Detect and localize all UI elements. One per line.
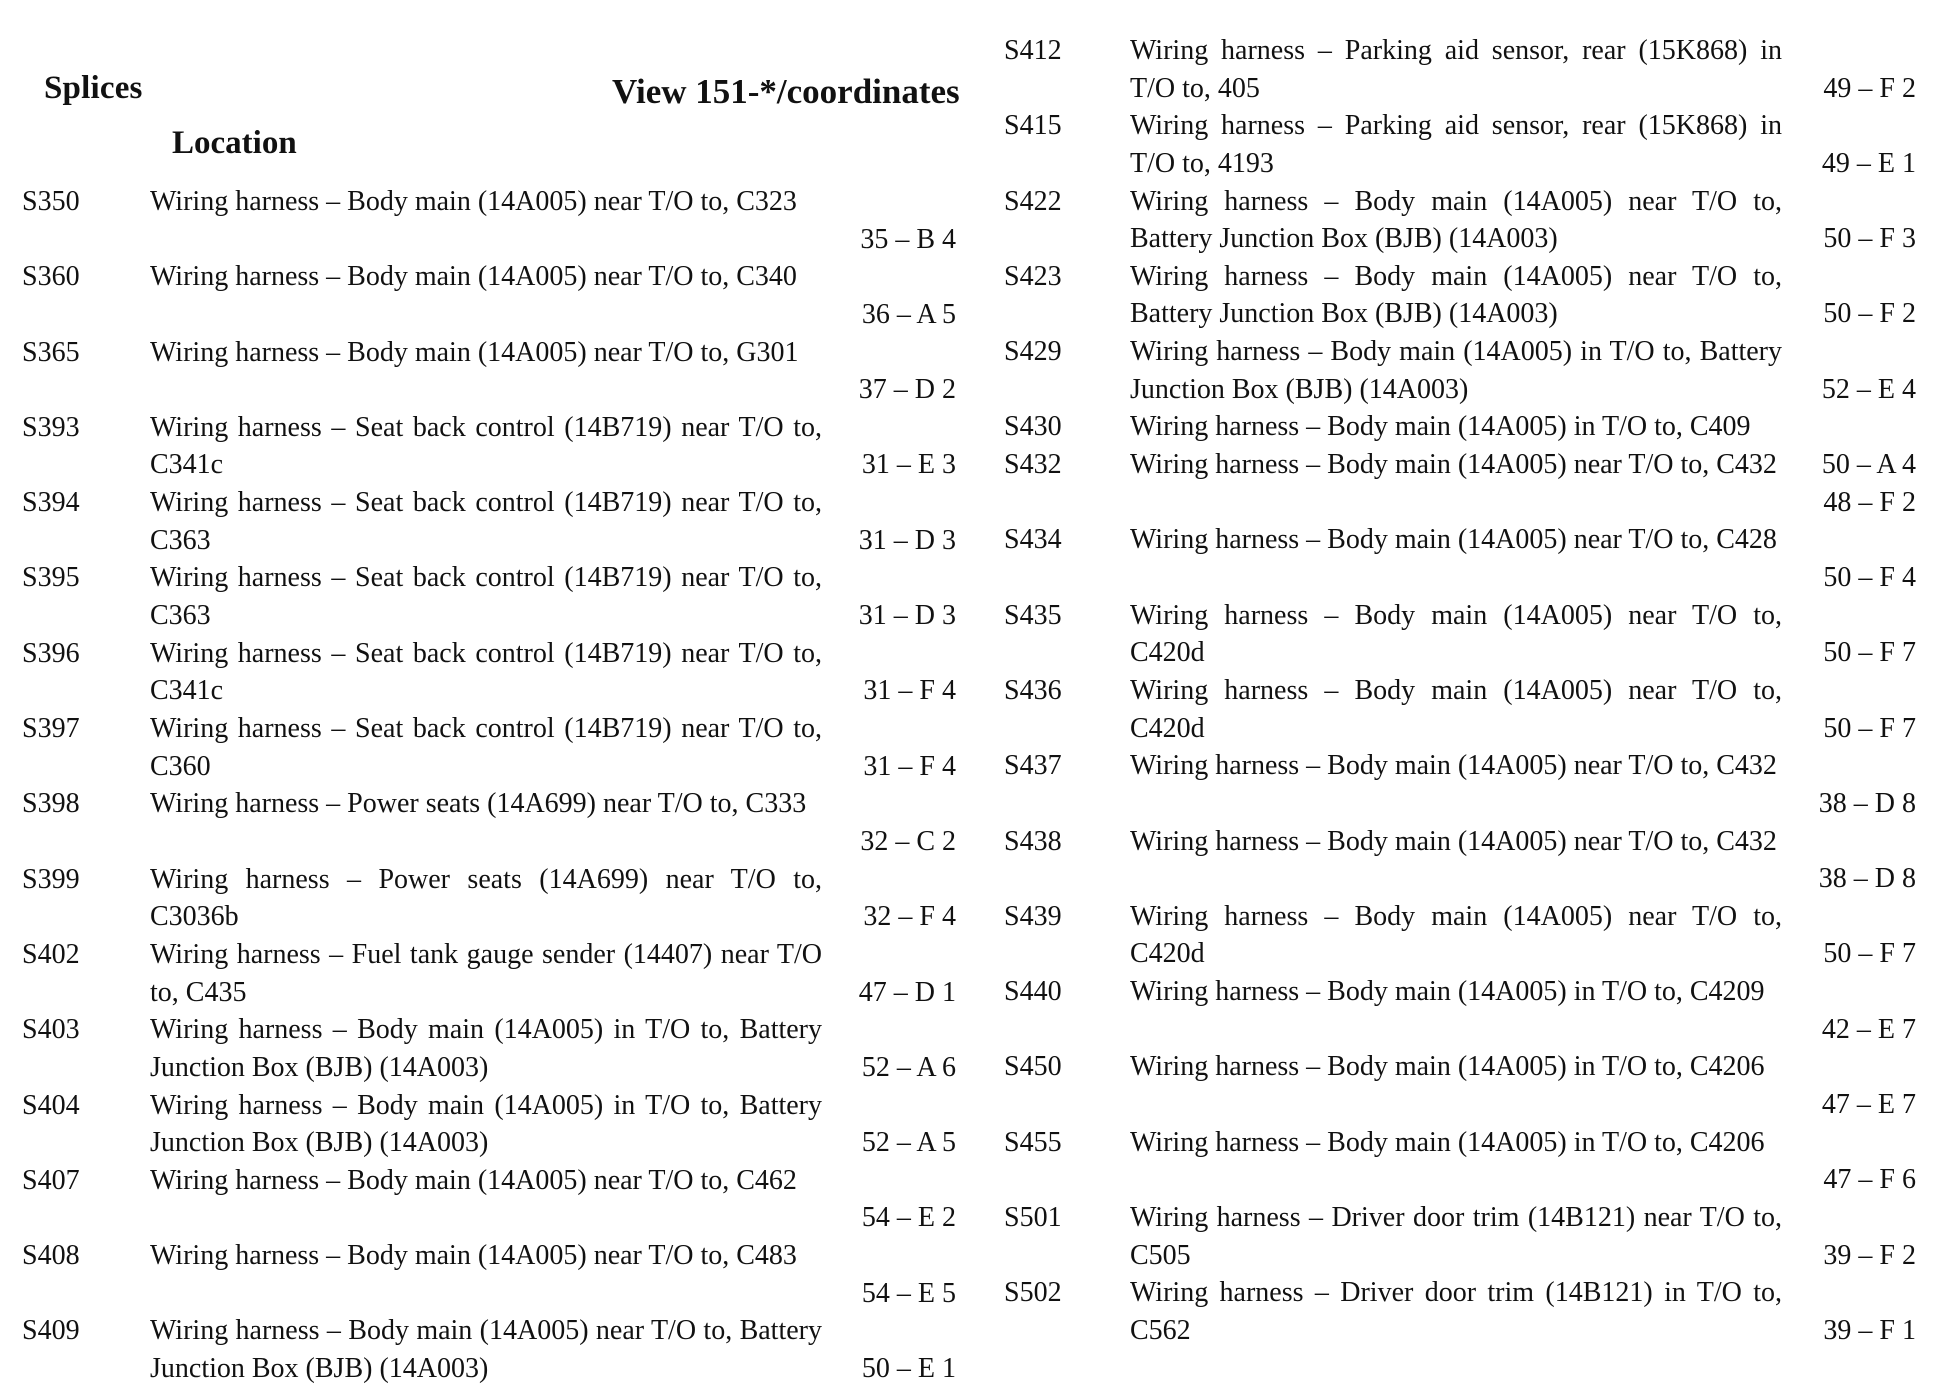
- splice-row: [22, 635, 972, 710]
- splice-row: [22, 710, 972, 785]
- location-heading: Location: [172, 125, 297, 161]
- splice-code: S502: [1004, 1277, 1062, 1309]
- splice-code: S404: [22, 1089, 80, 1121]
- splice-code: S415: [1004, 110, 1062, 142]
- splice-code: S395: [22, 562, 80, 594]
- splice-location: Wiring harness – Body main (14A005) in T/O to, C409: [1130, 411, 1751, 443]
- splice-row: [1004, 1048, 1916, 1123]
- splice-row: [22, 1162, 972, 1237]
- splice-location: Wiring harness – Body main (14A005) in T/O to, C4209: [1130, 976, 1765, 1008]
- splice-location: Wiring harness – Body main (14A005) near T/O to, C432: [1130, 825, 1777, 857]
- splice-coordinates: 50 – F 2: [1823, 298, 1916, 330]
- splice-coordinates: 31 – E 3: [861, 449, 956, 481]
- splice-location: Wiring harness – Body main (14A005) near T/O to, C420d: [1130, 674, 1782, 744]
- splice-coordinates: 35 – B 4: [860, 223, 956, 255]
- right-splice-list: [1004, 32, 1916, 1350]
- splice-location: Wiring harness – Body main (14A005) in T/O to, Battery Junction Box (BJB) (14A003): [150, 1089, 822, 1159]
- splice-coordinates: 47 – E 7: [1821, 1089, 1916, 1121]
- splice-coordinates: 47 – D 1: [858, 976, 956, 1008]
- splice-coordinates: 31 – D 3: [858, 600, 956, 632]
- splice-row: [22, 409, 972, 484]
- splice-location: Wiring harness – Body main (14A005) near T/O to, Battery Junction Box (BJB) (14A003): [150, 1315, 822, 1385]
- splice-code: S412: [1004, 35, 1062, 66]
- splice-location: Wiring harness – Driver door trim (14B121) near T/O to, C505: [1130, 1202, 1782, 1271]
- splice-code: S365: [22, 336, 80, 368]
- splice-code: S407: [22, 1164, 80, 1196]
- splice-row: [22, 1011, 972, 1086]
- splice-location: Wiring harness – Driver door trim (14B121) in T/O to, C562: [1130, 1277, 1782, 1346]
- splice-code: S422: [1004, 185, 1062, 217]
- splice-row: [1004, 898, 1916, 973]
- splice-location: Wiring harness – Body main (14A005) near T/O to, C432: [1130, 750, 1777, 782]
- splice-row: [1004, 107, 1916, 182]
- splice-location: Wiring harness – Body main (14A005) in T/O to, C4206: [1130, 1051, 1765, 1083]
- splice-coordinates: 38 – D 8: [1818, 863, 1916, 895]
- splice-coordinates: 50 – F 7: [1823, 938, 1916, 970]
- splice-location: Wiring harness – Fuel tank gauge sender (14407) near T/O to, C435: [150, 938, 822, 1008]
- splice-row: [1004, 183, 1916, 258]
- splice-code: S397: [22, 713, 80, 745]
- splice-coordinates: 39 – F 1: [1823, 1314, 1916, 1346]
- splice-location: Wiring harness – Body main (14A005) near T/O to, C340: [150, 261, 797, 293]
- splice-coordinates: 50 – F 7: [1823, 712, 1916, 744]
- splice-location: Wiring harness – Seat back control (14B719) near T/O to, C363: [150, 487, 822, 556]
- splice-location: Wiring harness – Body main (14A005) in T/O to, C4206: [1130, 1126, 1765, 1158]
- splice-code: S501: [1004, 1202, 1062, 1234]
- splice-coordinates: 50 – F 4: [1823, 561, 1916, 593]
- splice-coordinates: 32 – F 4: [863, 901, 956, 933]
- splice-row: [1004, 333, 1916, 408]
- splice-coordinates: 50 – E 1: [861, 1353, 956, 1385]
- splice-coordinates: 42 – E 7: [1821, 1013, 1916, 1045]
- splice-row: [1004, 446, 1916, 521]
- view-coordinates-heading: View 151-*/coordinates: [612, 72, 960, 111]
- splice-row: [1004, 32, 1916, 107]
- splice-location: Wiring harness – Body main (14A005) near T/O to, C420d: [1130, 900, 1782, 970]
- splice-location: Wiring harness – Body main (14A005) near T/O to, C420d: [1130, 599, 1782, 669]
- splice-coordinates: 32 – C 2: [860, 825, 956, 857]
- splice-coordinates: 31 – D 3: [858, 524, 956, 556]
- splice-code: S396: [22, 637, 80, 669]
- splice-row: [22, 1087, 972, 1162]
- splice-code: S393: [22, 411, 80, 443]
- splice-code: S455: [1004, 1126, 1062, 1158]
- splice-code: S429: [1004, 336, 1062, 368]
- splice-location: Wiring harness – Seat back control (14B719) near T/O to, C360: [150, 713, 822, 782]
- splice-row: [1004, 1274, 1916, 1349]
- splice-row: [1004, 973, 1916, 1048]
- splice-location: Wiring harness – Seat back control (14B719) near T/O to, C341c: [150, 411, 822, 481]
- splice-location: Wiring harness – Body main (14A005) near T/O to, Battery Junction Box (BJB) (14A003): [1130, 260, 1782, 330]
- splice-row: [22, 484, 972, 559]
- splice-row: [22, 936, 972, 1011]
- splice-coordinates: 39 – F 2: [1823, 1239, 1916, 1271]
- splice-coordinates: 31 – F 4: [863, 675, 956, 707]
- splice-code: S360: [22, 261, 80, 293]
- splice-coordinates: 49 – F 2: [1823, 72, 1916, 104]
- splice-code: S430: [1004, 411, 1062, 443]
- splice-row: [1004, 672, 1916, 747]
- splice-code: S438: [1004, 825, 1062, 857]
- splice-location: Wiring harness – Body main (14A005) near T/O to, C483: [150, 1240, 797, 1272]
- splice-code: S440: [1004, 976, 1062, 1008]
- splice-location: Wiring harness – Power seats (14A699) near T/O to, C3036b: [150, 863, 822, 933]
- splice-location: Wiring harness – Body main (14A005) near T/O to, C462: [150, 1164, 797, 1196]
- splice-code: S402: [22, 938, 80, 970]
- splice-coordinates: 47 – F 6: [1823, 1164, 1916, 1196]
- splice-code: S437: [1004, 750, 1062, 782]
- splice-row: [1004, 258, 1916, 333]
- splice-coordinates: 48 – F 2: [1823, 486, 1916, 518]
- splice-location: Wiring harness – Body main (14A005) near T/O to, C432: [1130, 449, 1777, 481]
- splice-row: [22, 183, 972, 258]
- splice-code: S432: [1004, 449, 1062, 481]
- splice-code: S394: [22, 487, 80, 519]
- splice-code: S398: [22, 788, 80, 820]
- splice-code: S408: [22, 1240, 80, 1272]
- splice-location: Wiring harness – Body main (14A005) near T/O to, Battery Junction Box (BJB) (14A003): [1130, 185, 1782, 255]
- splice-code: S435: [1004, 599, 1062, 631]
- splice-location: Wiring harness – Body main (14A005) near T/O to, C428: [1130, 524, 1777, 556]
- splice-location: Wiring harness – Body main (14A005) near T/O to, C323: [150, 186, 797, 217]
- splice-coordinates: 50 – A 4: [1821, 449, 1916, 481]
- splice-coordinates: 38 – D 8: [1818, 787, 1916, 819]
- splice-row: [22, 1237, 972, 1312]
- splice-location: Wiring harness – Parking aid sensor, rear (15K868) in T/O to, 4193: [1130, 110, 1782, 179]
- splice-coordinates: 49 – E 1: [1821, 147, 1916, 179]
- splice-location: Wiring harness – Body main (14A005) near T/O to, G301: [150, 336, 799, 368]
- splice-row: [22, 334, 972, 409]
- splice-coordinates: 52 – A 6: [861, 1051, 956, 1083]
- splice-coordinates: 52 – E 4: [1821, 373, 1916, 405]
- splice-row: [22, 258, 972, 333]
- splice-row: [1004, 1199, 1916, 1274]
- splice-code: S403: [22, 1014, 80, 1046]
- splice-code: S436: [1004, 674, 1062, 706]
- splice-location: Wiring harness – Power seats (14A699) near T/O to, C333: [150, 788, 807, 820]
- splice-row: [1004, 747, 1916, 822]
- splice-code: S350: [22, 186, 80, 217]
- splice-coordinates: 36 – A 5: [861, 298, 956, 330]
- splice-code: S439: [1004, 900, 1062, 932]
- splice-location: Wiring harness – Body main (14A005) in T/O to, Battery Junction Box (BJB) (14A003): [150, 1014, 822, 1083]
- splice-row: [22, 785, 972, 860]
- splice-row: [1004, 1124, 1916, 1199]
- splice-coordinates: 52 – A 5: [861, 1127, 956, 1159]
- splice-row: [1004, 521, 1916, 596]
- splice-location: Wiring harness – Parking aid sensor, rear (15K868) in T/O to, 405: [1130, 35, 1782, 104]
- splice-row: [1004, 597, 1916, 672]
- splice-code: S434: [1004, 524, 1062, 556]
- splice-code: S409: [22, 1315, 80, 1347]
- splice-row: [22, 1312, 972, 1387]
- left-splice-list: [22, 183, 972, 1388]
- splice-coordinates: 50 – F 3: [1823, 223, 1916, 255]
- section-title: Splices: [44, 70, 143, 106]
- splice-row: [22, 559, 972, 634]
- splice-location: Wiring harness – Seat back control (14B719) near T/O to, C363: [150, 562, 822, 632]
- splice-location: Wiring harness – Body main (14A005) in T/O to, Battery Junction Box (BJB) (14A003): [1130, 336, 1782, 405]
- splice-row: [1004, 823, 1916, 898]
- splice-code: S399: [22, 863, 80, 895]
- splice-coordinates: 54 – E 2: [861, 1202, 956, 1234]
- splice-code: S423: [1004, 260, 1062, 292]
- splice-coordinates: 31 – F 4: [863, 750, 956, 782]
- splice-location: Wiring harness – Seat back control (14B719) near T/O to, C341c: [150, 637, 822, 707]
- splice-coordinates: 37 – D 2: [858, 374, 956, 406]
- splice-coordinates: 50 – F 7: [1823, 637, 1916, 669]
- splice-row: [22, 861, 972, 936]
- splice-code: S450: [1004, 1051, 1062, 1083]
- splice-coordinates: 54 – E 5: [861, 1277, 956, 1309]
